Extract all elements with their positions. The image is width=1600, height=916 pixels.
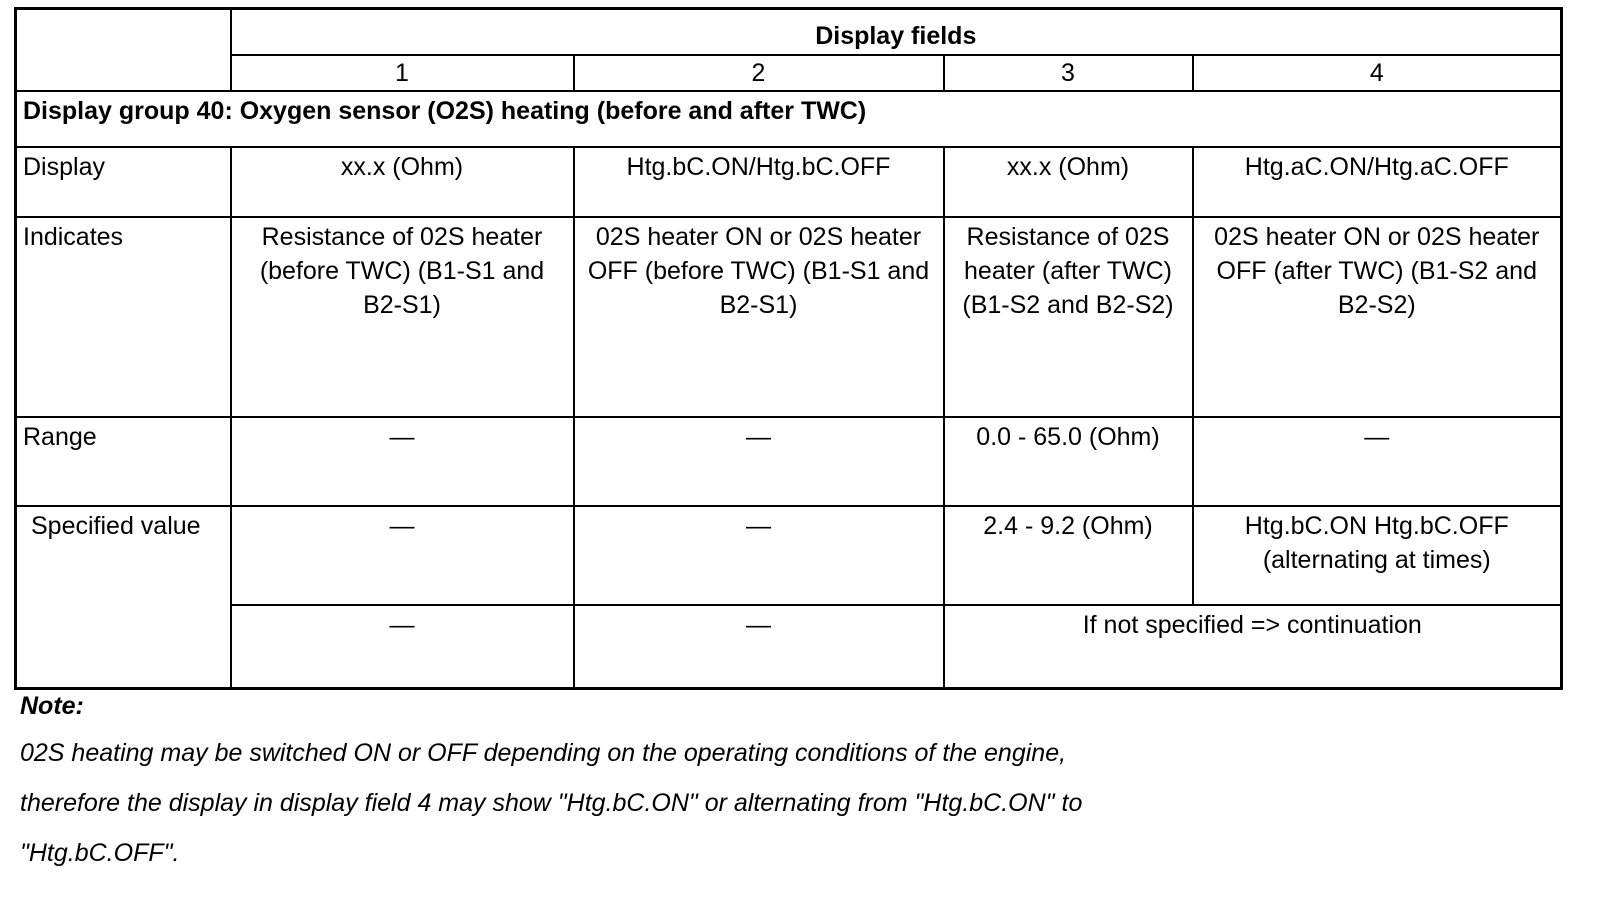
note-title: Note: <box>20 692 84 720</box>
specified-value-3: 2.4 - 9.2 (Ohm) <box>944 506 1193 605</box>
range-value-4: — <box>1193 417 1562 506</box>
row-label-range: Range <box>16 417 231 506</box>
range-value-3: 0.0 - 65.0 (Ohm) <box>944 417 1193 506</box>
display-row <box>16 147 1562 217</box>
row-label-display: Display <box>16 147 231 217</box>
header-row <box>16 9 1562 56</box>
display-value-4: Htg.aC.ON/Htg.aC.OFF <box>1193 147 1562 217</box>
specified-value-2: — <box>574 506 944 605</box>
column-header-3: 3 <box>944 55 1193 91</box>
header-blank-cell <box>16 9 231 92</box>
note-line-1: 02S heating may be switched ON or OFF depending on the operating conditions of the engine, <box>20 739 1067 767</box>
display-fields-heading: Display fields <box>231 9 1562 56</box>
group-title-row <box>16 91 1562 147</box>
column-header-2: 2 <box>574 55 944 91</box>
continuation-merged: If not specified => continuation <box>944 605 1562 688</box>
row-label-specified-value: Specified value <box>16 506 231 688</box>
note-line-2: therefore the display in display field 4 may show "Htg.bC.ON" or alternating from "Htg.bC.ON" to <box>20 789 1083 817</box>
range-value-2: — <box>574 417 944 506</box>
indicates-value-3: Resistance of 02S heater (after TWC) (B1-S2 and B2-S2) <box>944 217 1193 417</box>
range-value-1: — <box>231 417 574 506</box>
column-header-4: 4 <box>1193 55 1562 91</box>
specified-value-row <box>16 506 1562 605</box>
indicates-value-1: Resistance of 02S heater (before TWC) (B1-S1 and B2-S1) <box>231 217 574 417</box>
group-title: Display group 40: Oxygen sensor (O2S) heating (before and after TWC) <box>16 91 1562 147</box>
column-header-1: 1 <box>231 55 574 91</box>
note-line-3: "Htg.bC.OFF". <box>20 839 180 867</box>
display-value-3: xx.x (Ohm) <box>944 147 1193 217</box>
specified-value-4: Htg.bC.ON Htg.bC.OFF (alternating at times) <box>1193 506 1562 605</box>
display-group-table <box>14 7 1563 690</box>
specified-value-1: — <box>231 506 574 605</box>
continuation-value-1: — <box>231 605 574 688</box>
continuation-value-2: — <box>574 605 944 688</box>
note-block <box>20 688 1520 878</box>
continuation-row <box>16 605 1562 688</box>
indicates-value-2: 02S heater ON or 02S heater OFF (before TWC) (B1-S1 and B2-S1) <box>574 217 944 417</box>
column-index-row <box>16 55 1562 91</box>
display-value-1: xx.x (Ohm) <box>231 147 574 217</box>
indicates-value-4: 02S heater ON or 02S heater OFF (after TWC) (B1-S2 and B2-S2) <box>1193 217 1562 417</box>
display-value-2: Htg.bC.ON/Htg.bC.OFF <box>574 147 944 217</box>
range-row <box>16 417 1562 506</box>
row-label-indicates: Indicates <box>16 217 231 417</box>
indicates-row <box>16 217 1562 417</box>
